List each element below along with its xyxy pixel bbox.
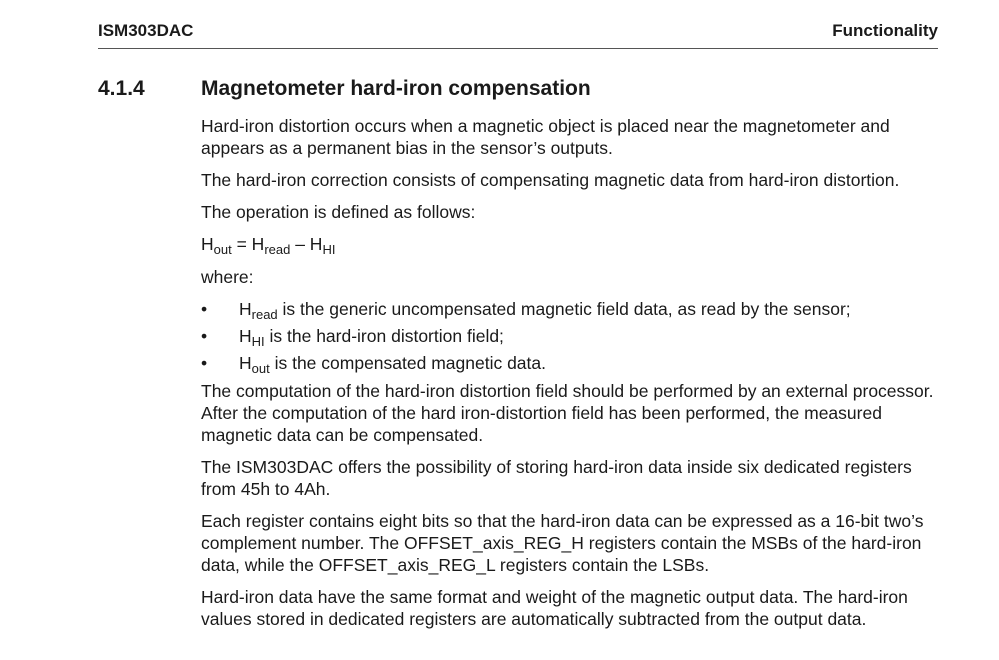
- bullet-text: is the generic uncompensated magnetic field data, as read by the sensor;: [277, 299, 851, 319]
- bullet-symbol-sub: HI: [251, 334, 265, 349]
- paragraph-register-format: Each register contains eight bits so that the hard-iron data can be expressed as a 16-bit two’s complement number. The OFFSET_axis_REG_H registers contain the MSBs of the hard-iron data, while the OFFSET_axis_REG_L registers contain the LSBs.: [201, 511, 924, 575]
- section-number: 4.1.4: [98, 77, 145, 100]
- section-title: Magnetometer hard-iron compensation: [201, 77, 591, 100]
- formula-sub-out: out: [213, 242, 232, 257]
- paragraph-hard-iron-intro: Hard-iron distortion occurs when a magnetic object is placed near the magnetometer and appears as a permanent bias in the sensor’s outputs.: [201, 116, 890, 158]
- bullet-dot: •: [201, 299, 208, 319]
- paragraph-operation-defined: The operation is defined as follows:: [201, 202, 476, 222]
- section-body: [201, 115, 941, 640]
- paragraph-data-format: Hard-iron data have the same format and weight of the magnetic output data. The hard-iron values stored in dedicated registers are automatically subtracted from the output data.: [201, 587, 908, 629]
- formula: [201, 233, 941, 255]
- list-item: [201, 298, 941, 320]
- bullet-text: is the hard-iron distortion field;: [264, 326, 504, 346]
- list-item: [201, 352, 941, 374]
- formula-sub-read: read: [264, 242, 291, 257]
- bullet-symbol-sub: read: [251, 307, 278, 322]
- header-product-name: ISM303DAC: [98, 21, 194, 40]
- bullet-symbol-sub: out: [251, 361, 270, 376]
- bullet-symbol: H: [239, 326, 252, 346]
- formula-equals-h-read: = H: [231, 234, 265, 254]
- formula-minus-h-hi: – H: [290, 234, 323, 254]
- paragraph-computation: The computation of the hard-iron distortion field should be performed by an external processor. After the computation of the hard iron-distortion field has been performed, the measured magnetic data can be compensated.: [201, 381, 934, 445]
- page-header: [98, 18, 938, 49]
- bullet-symbol: H: [239, 353, 252, 373]
- bullet-dot: •: [201, 353, 208, 373]
- formula-h-out: H: [201, 234, 214, 254]
- header-chapter-name: Functionality: [832, 21, 938, 40]
- bullet-text: is the compensated magnetic data.: [269, 353, 546, 373]
- paragraph-registers: The ISM303DAC offers the possibility of storing hard-iron data inside six dedicated registers from 45h to 4Ah.: [201, 457, 912, 499]
- list-item: [201, 325, 941, 347]
- definition-list: [201, 298, 941, 374]
- bullet-dot: •: [201, 326, 208, 346]
- paragraph-hard-iron-correction: The hard-iron correction consists of compensating magnetic data from hard-iron distortion.: [201, 170, 900, 190]
- formula-sub-hi: HI: [322, 242, 336, 257]
- bullet-symbol: H: [239, 299, 252, 319]
- paragraph-where: where:: [201, 267, 254, 287]
